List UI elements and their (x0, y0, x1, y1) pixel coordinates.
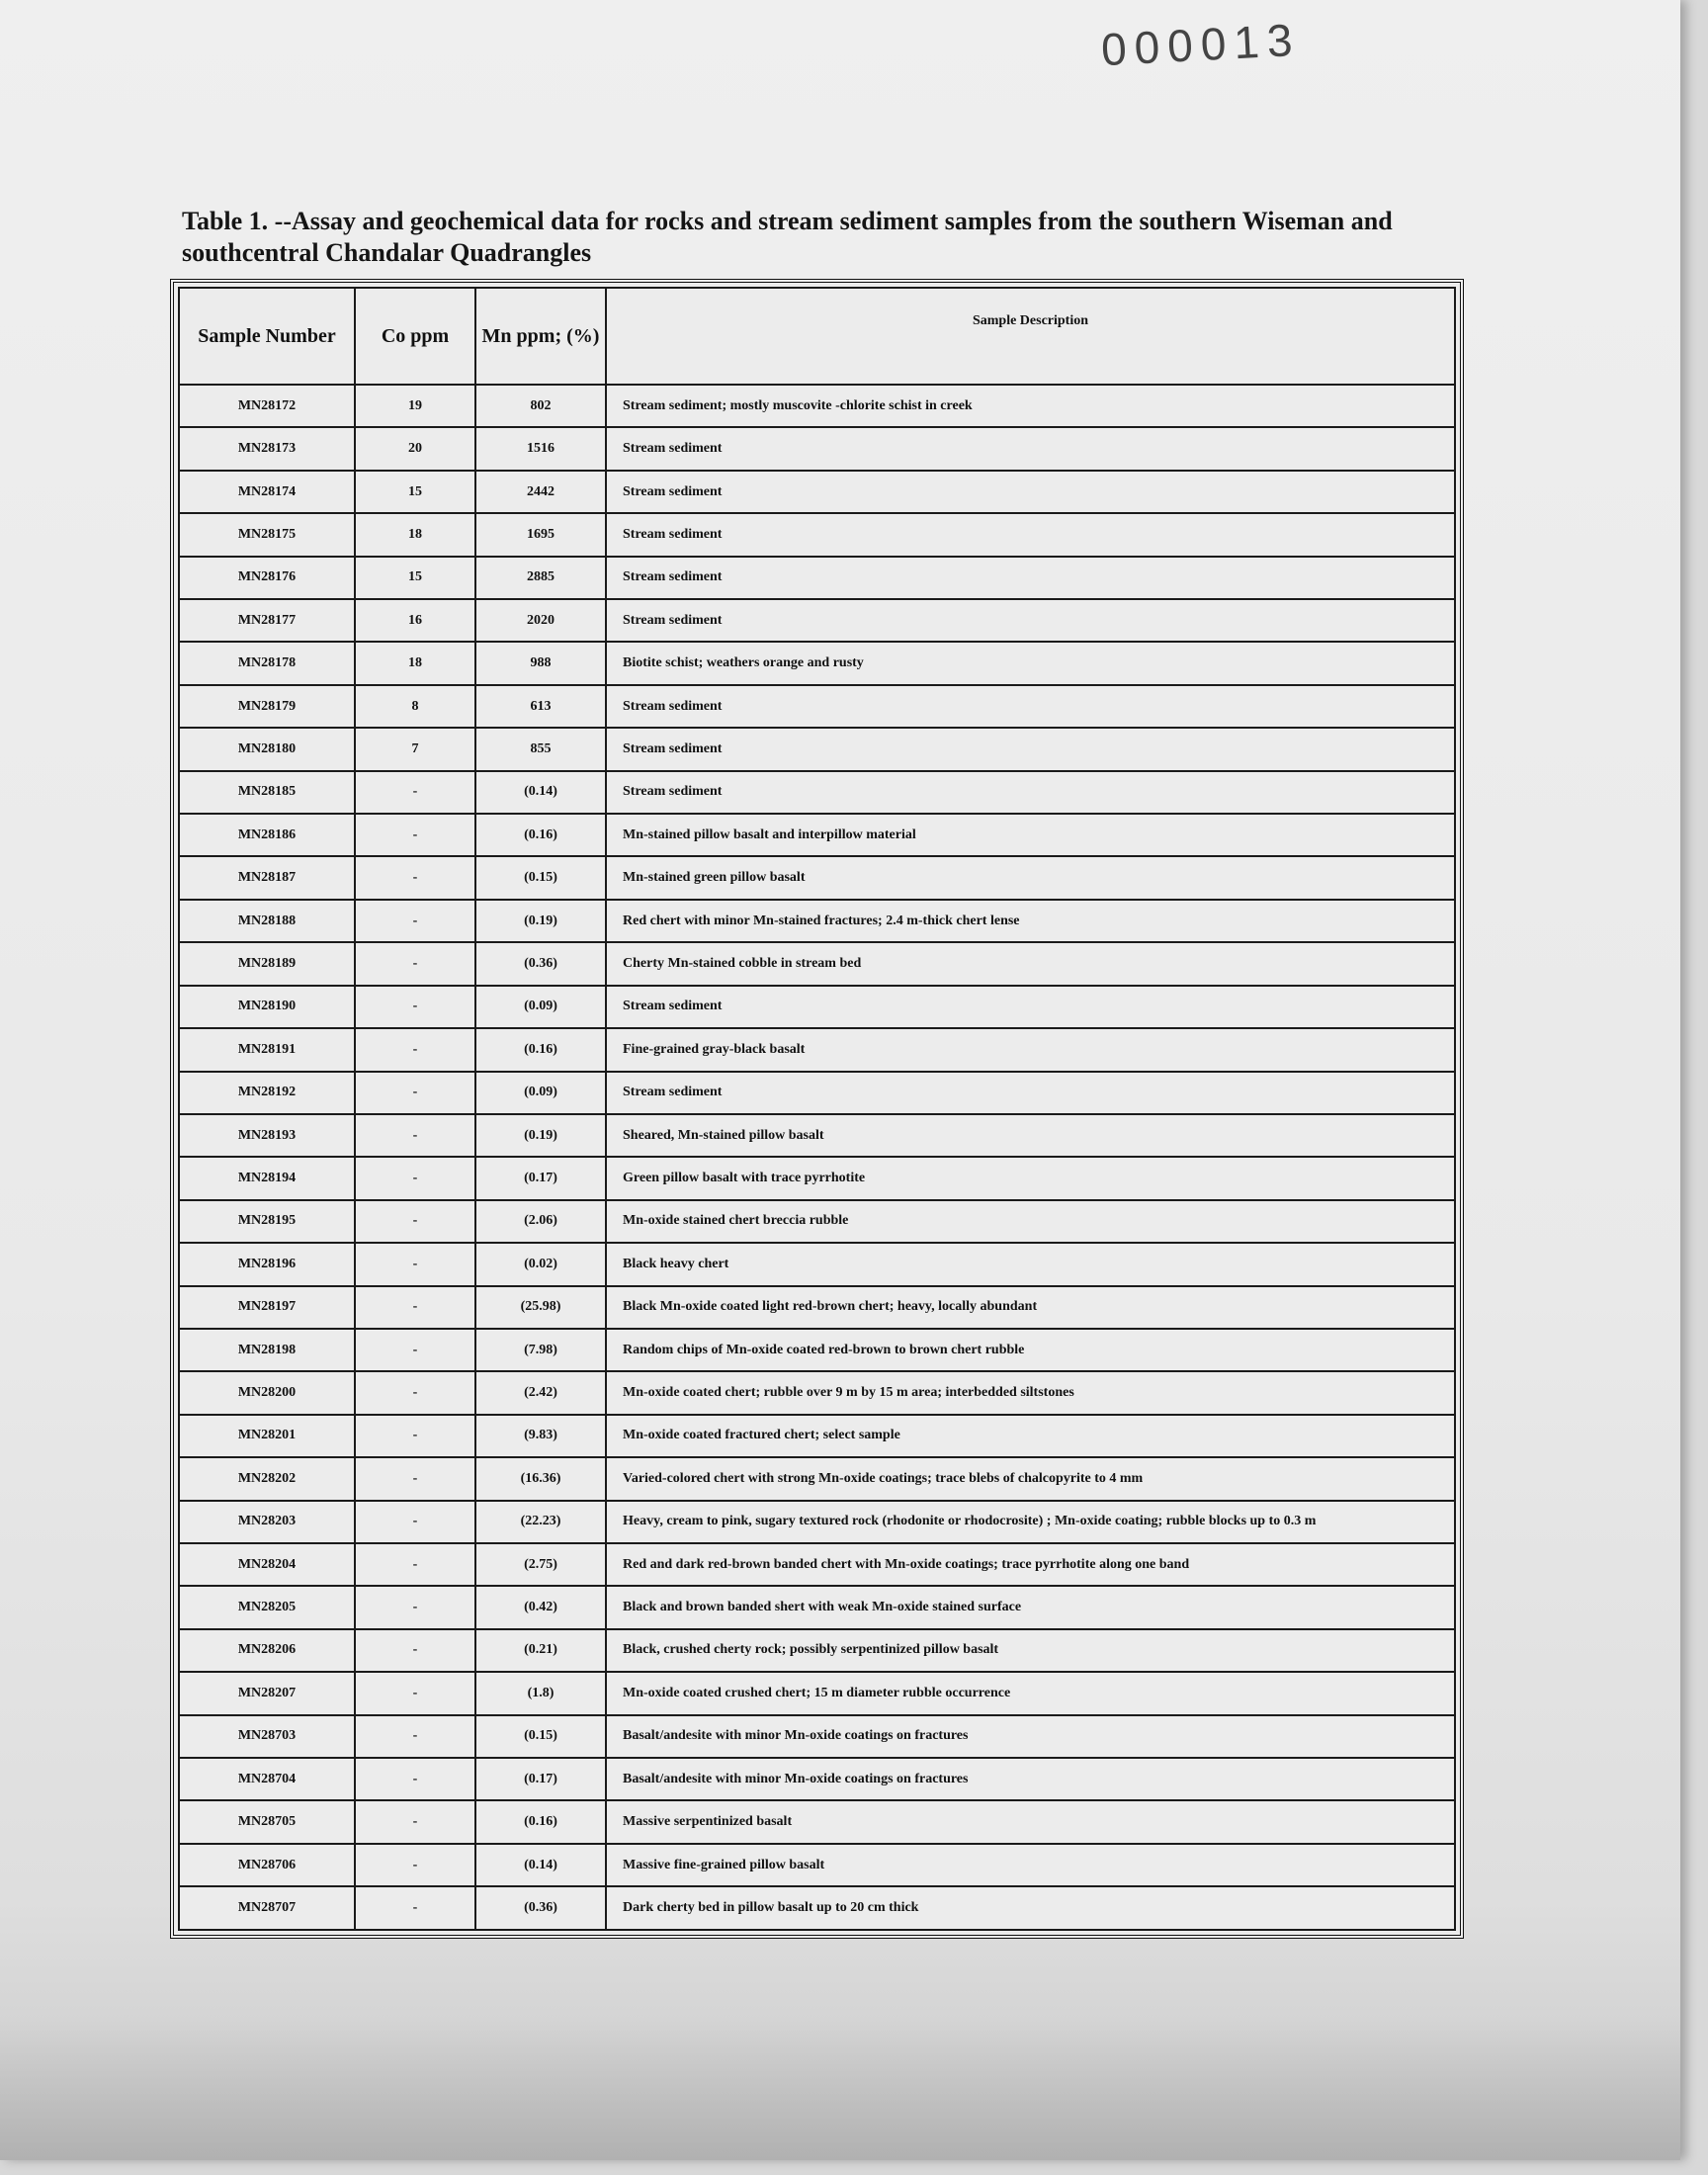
table-row (179, 685, 1455, 728)
mn-cell: (0.14) (475, 1844, 606, 1886)
table-row (179, 1715, 1455, 1758)
co-cell: - (355, 1114, 475, 1157)
sample-number-cell: MN28178 (179, 642, 355, 684)
description-cell: Black and brown banded shert with weak Mn-oxide stained surface (606, 1586, 1455, 1628)
sample-number-cell: MN28705 (179, 1800, 355, 1843)
mn-cell: (0.36) (475, 1886, 606, 1930)
co-cell: - (355, 1629, 475, 1672)
description-cell: Stream sediment (606, 471, 1455, 513)
sample-number-cell: MN28189 (179, 942, 355, 985)
co-cell: - (355, 1543, 475, 1586)
table-row (179, 1800, 1455, 1843)
mn-cell: 802 (475, 385, 606, 427)
co-cell: - (355, 1415, 475, 1457)
co-cell: - (355, 1501, 475, 1543)
mn-cell: (0.09) (475, 1072, 606, 1114)
table-row (179, 942, 1455, 985)
description-cell: Stream sediment (606, 1072, 1455, 1114)
description-cell: Sheared, Mn-stained pillow basalt (606, 1114, 1455, 1157)
mn-cell: (0.02) (475, 1243, 606, 1285)
table-row (179, 1028, 1455, 1071)
table-row (179, 900, 1455, 942)
co-cell: - (355, 1028, 475, 1071)
sample-number-cell: MN28197 (179, 1286, 355, 1329)
description-cell: Stream sediment (606, 986, 1455, 1028)
mn-cell: (0.17) (475, 1758, 606, 1800)
mn-cell: (22.23) (475, 1501, 606, 1543)
co-cell: - (355, 1586, 475, 1628)
table-row (179, 385, 1455, 427)
description-cell: Biotite schist; weathers orange and rusty (606, 642, 1455, 684)
mn-cell: (0.15) (475, 856, 606, 899)
mn-cell: (0.42) (475, 1586, 606, 1628)
table-row (179, 557, 1455, 599)
mn-cell: 613 (475, 685, 606, 728)
description-cell: Basalt/andesite with minor Mn-oxide coatings on fractures (606, 1758, 1455, 1800)
description-cell: Mn-oxide coated fractured chert; select sample (606, 1415, 1455, 1457)
mn-cell: (0.19) (475, 900, 606, 942)
description-cell: Mn-oxide coated crushed chert; 15 m diameter rubble occurrence (606, 1672, 1455, 1714)
description-cell: Green pillow basalt with trace pyrrhotite (606, 1157, 1455, 1199)
co-cell: 18 (355, 513, 475, 556)
sample-number-cell: MN28194 (179, 1157, 355, 1199)
sample-number-cell: MN28192 (179, 1072, 355, 1114)
table-title: Table 1. --Assay and geochemical data for rocks and stream sediment samples from the southern Wiseman and southcentral Chandalar Quadrangles (182, 207, 1393, 267)
description-cell: Mn-stained pillow basalt and interpillow material (606, 814, 1455, 856)
page-number: 000013 (1099, 13, 1302, 76)
sample-number-cell: MN28704 (179, 1758, 355, 1800)
sample-number-cell: MN28173 (179, 427, 355, 470)
description-cell: Stream sediment; mostly muscovite -chlorite schist in creek (606, 385, 1455, 427)
co-cell: - (355, 1200, 475, 1243)
mn-cell: (0.17) (475, 1157, 606, 1199)
co-cell: - (355, 1157, 475, 1199)
co-cell: - (355, 942, 475, 985)
mn-cell: (9.83) (475, 1415, 606, 1457)
co-cell: - (355, 900, 475, 942)
sample-number-cell: MN28207 (179, 1672, 355, 1714)
description-cell: Black heavy chert (606, 1243, 1455, 1285)
co-cell: 18 (355, 642, 475, 684)
co-cell: - (355, 814, 475, 856)
sample-number-cell: MN28174 (179, 471, 355, 513)
description-cell: Random chips of Mn-oxide coated red-brown to brown chert rubble (606, 1329, 1455, 1371)
mn-cell: (7.98) (475, 1329, 606, 1371)
sample-number-cell: MN28188 (179, 900, 355, 942)
table-row (179, 1457, 1455, 1500)
sample-number-cell: MN28175 (179, 513, 355, 556)
description-cell: Massive fine-grained pillow basalt (606, 1844, 1455, 1886)
description-cell: Red and dark red-brown banded chert with Mn-oxide coatings; trace pyrrhotite along one band (606, 1543, 1455, 1586)
description-cell: Heavy, cream to pink, sugary textured rock (rhodonite or rhodocrosite) ; Mn-oxide coating; rubble blocks up to 0.3 m (606, 1501, 1455, 1543)
co-cell: - (355, 1457, 475, 1500)
table-row (179, 1243, 1455, 1285)
mn-cell: (16.36) (475, 1457, 606, 1500)
co-cell: 8 (355, 685, 475, 728)
sample-number-cell: MN28193 (179, 1114, 355, 1157)
table-row (179, 1200, 1455, 1243)
sample-number-cell: MN28172 (179, 385, 355, 427)
table-row (179, 1286, 1455, 1329)
scan-shadow (0, 2017, 1680, 2160)
table-row (179, 427, 1455, 470)
sample-number-cell: MN28186 (179, 814, 355, 856)
table-row (179, 1672, 1455, 1714)
header-description: Sample Description (606, 288, 1455, 385)
mn-cell: (2.75) (475, 1543, 606, 1586)
table-row (179, 513, 1455, 556)
table-row (179, 728, 1455, 770)
mn-cell: 1695 (475, 513, 606, 556)
co-cell: - (355, 856, 475, 899)
sample-number-cell: MN28191 (179, 1028, 355, 1071)
mn-cell: (0.14) (475, 771, 606, 814)
table-frame (170, 279, 1464, 1939)
sample-number-cell: MN28206 (179, 1629, 355, 1672)
sample-number-cell: MN28204 (179, 1543, 355, 1586)
co-cell: - (355, 1286, 475, 1329)
sample-number-cell: MN28180 (179, 728, 355, 770)
description-cell: Stream sediment (606, 513, 1455, 556)
table-row (179, 1371, 1455, 1414)
mn-cell: 988 (475, 642, 606, 684)
description-cell: Stream sediment (606, 728, 1455, 770)
description-cell: Stream sediment (606, 771, 1455, 814)
mn-cell: (0.16) (475, 1028, 606, 1071)
description-cell: Mn-oxide coated chert; rubble over 9 m by 15 m area; interbedded siltstones (606, 1371, 1455, 1414)
description-cell: Stream sediment (606, 685, 1455, 728)
sample-number-cell: MN28198 (179, 1329, 355, 1371)
mn-cell: (0.09) (475, 986, 606, 1028)
sample-number-cell: MN28201 (179, 1415, 355, 1457)
mn-cell: (2.06) (475, 1200, 606, 1243)
table-row (179, 1886, 1455, 1930)
sample-number-cell: MN28190 (179, 986, 355, 1028)
description-cell: Massive serpentinized basalt (606, 1800, 1455, 1843)
description-cell: Dark cherty bed in pillow basalt up to 20 cm thick (606, 1886, 1455, 1930)
description-cell: Red chert with minor Mn-stained fractures; 2.4 m-thick chert lense (606, 900, 1455, 942)
table-row (179, 986, 1455, 1028)
assay-table (178, 287, 1456, 1931)
mn-cell: (0.15) (475, 1715, 606, 1758)
sample-number-cell: MN28205 (179, 1586, 355, 1628)
description-cell: Fine-grained gray-black basalt (606, 1028, 1455, 1071)
table-row (179, 1114, 1455, 1157)
co-cell: - (355, 1243, 475, 1285)
co-cell: - (355, 1758, 475, 1800)
description-cell: Black Mn-oxide coated light red-brown chert; heavy, locally abundant (606, 1286, 1455, 1329)
sample-number-cell: MN28179 (179, 685, 355, 728)
sample-number-cell: MN28203 (179, 1501, 355, 1543)
co-cell: 7 (355, 728, 475, 770)
co-cell: - (355, 1844, 475, 1886)
description-cell: Varied-colored chert with strong Mn-oxide coatings; trace blebs of chalcopyrite to 4 mm (606, 1457, 1455, 1500)
description-cell: Mn-stained green pillow basalt (606, 856, 1455, 899)
table-row (179, 1586, 1455, 1628)
sample-number-cell: MN28707 (179, 1886, 355, 1930)
co-cell: 19 (355, 385, 475, 427)
mn-cell: (0.36) (475, 942, 606, 985)
description-cell: Black, crushed cherty rock; possibly serpentinized pillow basalt (606, 1629, 1455, 1672)
description-cell: Stream sediment (606, 599, 1455, 642)
header-sample-number: Sample Number (179, 288, 355, 385)
sample-number-cell: MN28706 (179, 1844, 355, 1886)
sample-number-cell: MN28176 (179, 557, 355, 599)
co-cell: - (355, 986, 475, 1028)
table-row (179, 1157, 1455, 1199)
table-row (179, 771, 1455, 814)
mn-cell: (0.16) (475, 1800, 606, 1843)
co-cell: - (355, 1715, 475, 1758)
header-co: Co ppm (355, 288, 475, 385)
co-cell: - (355, 1800, 475, 1843)
description-cell: Stream sediment (606, 557, 1455, 599)
co-cell: - (355, 1371, 475, 1414)
table-row (179, 642, 1455, 684)
table-body (179, 385, 1455, 1930)
sample-number-cell: MN28196 (179, 1243, 355, 1285)
table-row (179, 1844, 1455, 1886)
table-row (179, 856, 1455, 899)
co-cell: 15 (355, 471, 475, 513)
description-cell: Stream sediment (606, 427, 1455, 470)
sample-number-cell: MN28185 (179, 771, 355, 814)
mn-cell: (0.21) (475, 1629, 606, 1672)
table-row (179, 1072, 1455, 1114)
table-row (179, 814, 1455, 856)
sample-number-cell: MN28177 (179, 599, 355, 642)
header-mn: Mn ppm; (%) (475, 288, 606, 385)
table-row (179, 1329, 1455, 1371)
mn-cell: 2885 (475, 557, 606, 599)
mn-cell: 2442 (475, 471, 606, 513)
table-row (179, 1501, 1455, 1543)
sample-number-cell: MN28202 (179, 1457, 355, 1500)
sample-number-cell: MN28195 (179, 1200, 355, 1243)
description-cell: Mn-oxide stained chert breccia rubble (606, 1200, 1455, 1243)
co-cell: - (355, 771, 475, 814)
co-cell: - (355, 1886, 475, 1930)
table-row (179, 1543, 1455, 1586)
table-row (179, 1415, 1455, 1457)
table-row (179, 1629, 1455, 1672)
co-cell: 20 (355, 427, 475, 470)
mn-cell: 855 (475, 728, 606, 770)
mn-cell: (1.8) (475, 1672, 606, 1714)
co-cell: - (355, 1672, 475, 1714)
header-row (179, 288, 1455, 385)
sample-number-cell: MN28200 (179, 1371, 355, 1414)
co-cell: - (355, 1072, 475, 1114)
co-cell: - (355, 1329, 475, 1371)
sample-number-cell: MN28187 (179, 856, 355, 899)
co-cell: 16 (355, 599, 475, 642)
mn-cell: (0.16) (475, 814, 606, 856)
sample-number-cell: MN28703 (179, 1715, 355, 1758)
mn-cell: (0.19) (475, 1114, 606, 1157)
mn-cell: (2.42) (475, 1371, 606, 1414)
mn-cell: (25.98) (475, 1286, 606, 1329)
description-cell: Basalt/andesite with minor Mn-oxide coatings on fractures (606, 1715, 1455, 1758)
description-cell: Cherty Mn-stained cobble in stream bed (606, 942, 1455, 985)
table-row (179, 1758, 1455, 1800)
mn-cell: 1516 (475, 427, 606, 470)
table-row (179, 471, 1455, 513)
co-cell: 15 (355, 557, 475, 599)
table-row (179, 599, 1455, 642)
mn-cell: 2020 (475, 599, 606, 642)
